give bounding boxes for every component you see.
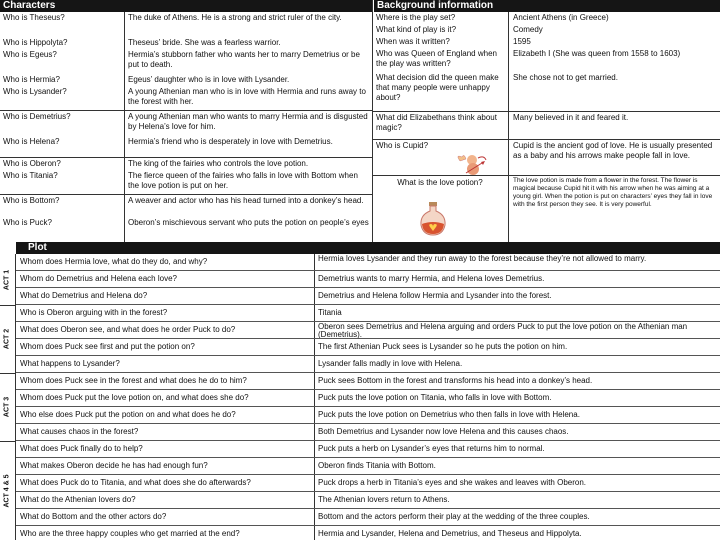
background-column-divider [508, 12, 509, 242]
act-3-label: ACT 3 [0, 373, 16, 441]
plot-answer: Both Demetrius and Lysander now love Helena and this causes chaos. [318, 427, 569, 436]
plot-question: Whom does Puck see first and put the potion on? [20, 342, 195, 351]
character-name: Who is Bottom? [3, 196, 60, 205]
background-answer: 1595 [513, 37, 531, 46]
act-4-5-label: ACT 4 & 5 [0, 441, 16, 540]
character-name: Who is Titania? [3, 171, 58, 180]
plot-row [16, 458, 720, 475]
plot-answer: The first Athenian Puck sees is Lysander so he puts the potion on him. [318, 342, 568, 351]
character-name: Who is Hippolyta? [3, 38, 68, 47]
plot-row [16, 339, 720, 356]
plot-question: Whom do Demetrius and Helena each love? [20, 274, 177, 283]
plot-row [16, 492, 720, 509]
plot-row [16, 441, 720, 458]
love-potion-icon [416, 198, 450, 238]
character-description: A young Athenian man who wants to marry Hermia and is disgusted by Helena’s love for him. [128, 112, 368, 131]
characters-header: Characters [0, 0, 372, 12]
background-question: What kind of play is it? [376, 25, 457, 34]
plot-question: Whom does Puck see in the forest and what does he do to him? [20, 376, 247, 385]
character-description: Hermia’s stubborn father who wants her to marry Demetrius or be put to death. [128, 50, 360, 69]
background-answer: Ancient Athens (in Greece) [513, 13, 609, 22]
character-description: A weaver and actor who has his head turned into a donkey’s head. [128, 196, 364, 205]
plot-question: Who else does Puck put the potion on and what does he do? [20, 410, 236, 419]
plot-row [16, 254, 720, 271]
character-description: Theseus’ bride. She was a fearless warrior. [128, 38, 281, 47]
plot-question: Whom does Puck put the love potion on, and what does she do? [20, 393, 249, 402]
plot-question: Who are the three happy couples who get married at the end? [20, 529, 240, 538]
plot-row [16, 390, 720, 407]
plot-answer: Bottom and the actors perform their play at the wedding of the three couples. [318, 512, 590, 521]
background-question: Where is the play set? [376, 13, 456, 22]
plot-question: What does Oberon see, and what does he order Puck to do? [20, 325, 236, 334]
background-question: When was it written? [376, 37, 450, 46]
act-2-label: ACT 2 [0, 305, 16, 373]
plot-row [16, 407, 720, 424]
background-question: What did Elizabethans think about magic? [376, 113, 497, 132]
plot-question: What makes Oberon decide he has had enough fun? [20, 461, 208, 470]
plot-answer: Demetrius wants to marry Hermia, and Helena loves Demetrius. [318, 274, 545, 283]
plot-question: What causes chaos in the forest? [20, 427, 139, 436]
cupid-icon [454, 151, 488, 179]
act-divider [0, 373, 16, 374]
plot-answer: Hermia and Lysander, Helena and Demetrius, and Theseus and Hippolyta. [318, 529, 582, 538]
plot-answer: Oberon finds Titania with Bottom. [318, 461, 436, 470]
plot-row [16, 356, 720, 373]
plot-question: Whom does Hermia love, what do they do, and why? [20, 257, 208, 266]
plot-answer: Puck puts a herb on Lysander’s eyes that returns him to normal. [318, 444, 545, 453]
act-1-label: ACT 1 [0, 254, 16, 305]
background-answer: Many believed in it and feared it. [513, 113, 629, 122]
plot-row [16, 373, 720, 390]
plot-answer: Titania [318, 308, 342, 317]
plot-question: What do the Athenian lovers do? [20, 495, 136, 504]
background-header: Background information [374, 0, 720, 12]
plot-answer: Oberon sees Demetrius and Helena arguing and orders Puck to put the love potion on the Athenian man (Demetrius). [318, 322, 688, 338]
character-description: The duke of Athens. He is a strong and strict ruler of the city. [128, 13, 342, 22]
act-divider [0, 305, 16, 306]
plot-answer: Puck drops a herb in Titania’s eyes and she wakes and leaves with Oberon. [318, 478, 587, 487]
character-name: Who is Lysander? [3, 87, 67, 96]
background-question: Who is Cupid? [376, 141, 429, 150]
plot-row [16, 305, 720, 322]
plot-question: What does Puck do to Titania, and what does she do afterwards? [20, 478, 251, 487]
character-name: Who is Helena? [3, 137, 60, 146]
character-name: Who is Theseus? [3, 13, 65, 22]
character-name: Who is Demetrius? [3, 112, 71, 121]
character-description: Hermia’s friend who is desperately in love with Demetrius. [128, 137, 333, 146]
plot-answer: Lysander falls madly in love with Helena. [318, 359, 463, 368]
character-name: Who is Hermia? [3, 75, 60, 84]
character-description: Egeus’ daughter who is in love with Lysander. [128, 75, 290, 84]
plot-row [16, 288, 720, 305]
plot-answer: Puck sees Bottom in the forest and transforms his head into a donkey’s head. [318, 376, 593, 385]
character-name: Who is Egeus? [3, 50, 57, 59]
background-answer: Elizabeth I (She was queen from 1558 to 1603) [513, 49, 681, 58]
character-description: Oberon’s mischievous servant who puts the potion on people’s eyes [128, 218, 369, 227]
act-divider [0, 441, 16, 442]
character-description: A young Athenian man who is in love with Hermia and runs away to the forest with her. [128, 87, 366, 106]
plot-header: Plot [16, 242, 720, 254]
plot-question: What do Bottom and the other actors do? [20, 512, 167, 521]
background-question: What is the love potion? [397, 178, 483, 187]
character-description: The king of the fairies who controls the love potion. [128, 159, 309, 168]
background-question: Who was Queen of England when the play was written? [376, 49, 497, 68]
plot-question: Who is Oberon arguing with in the forest? [20, 308, 168, 317]
background-answer: Cupid is the ancient god of love. He is usually presented as a baby and his arrows make people fall in love. [513, 141, 713, 160]
plot-row [16, 322, 720, 339]
background-question: What decision did the queen make that many people were unhappy about? [376, 73, 499, 102]
plot-answer: Puck puts the love potion on Titania, who falls in love with Bottom. [318, 393, 552, 402]
plot-row [16, 475, 720, 492]
plot-answer: Puck puts the love potion on Demetrius who then falls in love with Helena. [318, 410, 580, 419]
plot-question: What does Puck finally do to help? [20, 444, 143, 453]
plot-row [16, 424, 720, 441]
character-name: Who is Oberon? [3, 159, 61, 168]
plot-answer: The Athenian lovers return to Athens. [318, 495, 450, 504]
character-description: The fierce queen of the fairies who falls in love with Bottom when the love potion is put on her. [128, 171, 358, 190]
plot-row [16, 271, 720, 288]
plot-question: What happens to Lysander? [20, 359, 120, 368]
background-answer: Comedy [513, 25, 543, 34]
plot-question: What do Demetrius and Helena do? [20, 291, 148, 300]
plot-answer: Demetrius and Helena follow Hermia and Lysander into the forest. [318, 291, 552, 300]
plot-row [16, 526, 720, 540]
background-answer: She chose not to get married. [513, 73, 618, 82]
background-answer: The love potion is made from a flower in the forest. The flower is magical because Cupid hit it with his arrow when he was aiming at a young girl. When the potion is put on characters’ eyes they fall in love with the first person they see. It is very powerful. [513, 177, 713, 208]
plot-answer: Hermia loves Lysander and they run away to the forest because they’re not allowed to marry. [318, 254, 647, 263]
plot-row [16, 509, 720, 526]
character-name: Who is Puck? [3, 218, 52, 227]
